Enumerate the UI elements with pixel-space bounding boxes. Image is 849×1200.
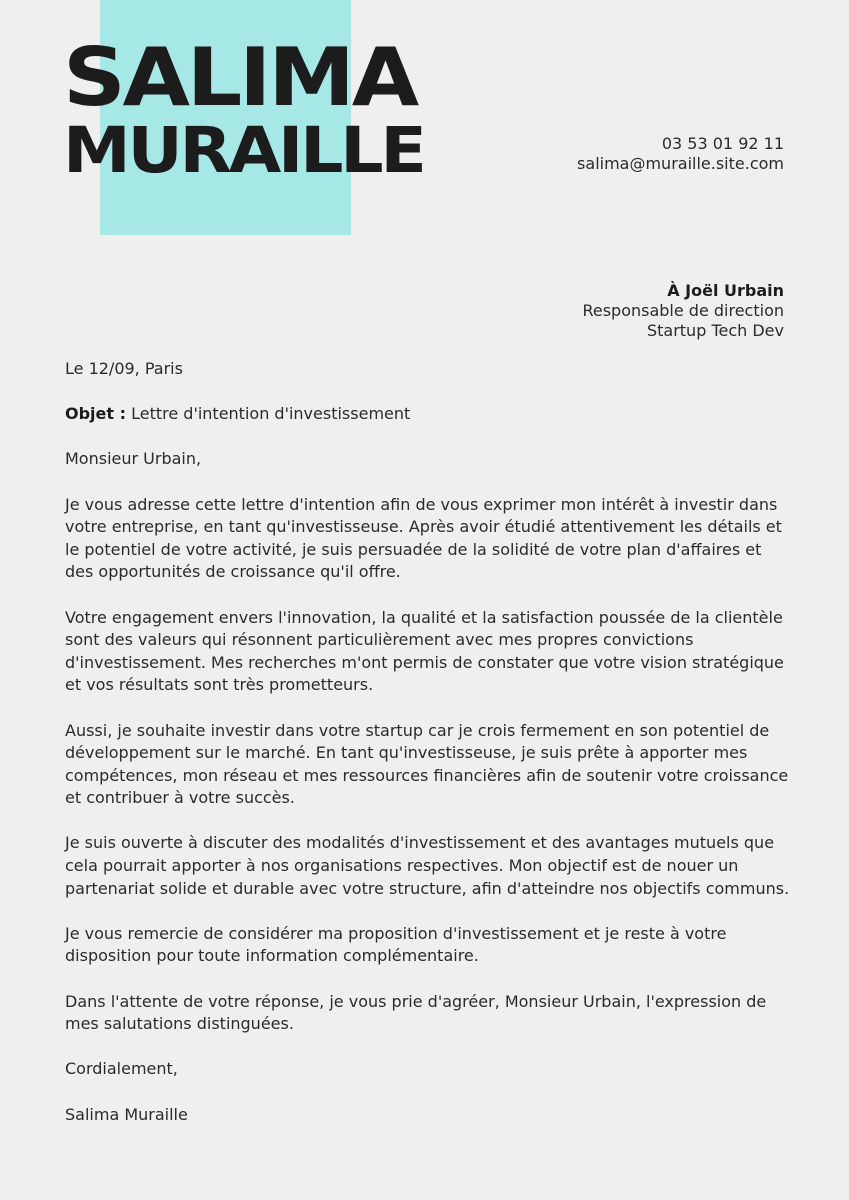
recipient-company: Startup Tech Dev — [646, 321, 784, 340]
closing: Cordialement, — [65, 1059, 178, 1079]
recipient-name: À Joël Urbain — [667, 281, 784, 300]
recipient-title: Responsable de direction — [582, 301, 784, 320]
contact-email[interactable]: salima@muraille.site.com — [577, 154, 784, 173]
sender-first-name: SALIMA — [63, 31, 416, 124]
sender-last-name: MURAILLE — [63, 114, 424, 187]
signature: Salima Muraille — [65, 1104, 188, 1124]
paragraph: Votre engagement envers l'innovation, la qualité et la satisfaction poussée de la clientèle sont des valeurs qui résonnent particulièrement avec mes propres convictions d'investissement. Mes recherches m'ont permis de constater que votre vision stratégique et vos résultats sont très prometteurs. — [65, 607, 784, 695]
salutation: Monsieur Urbain, — [65, 449, 202, 469]
paragraph: Dans l'attente de votre réponse, je vous prie d'agréer, Monsieur Urbain, l'expression de mes salutations distinguées. — [65, 991, 767, 1034]
contact-phone[interactable]: 03 53 01 92 11 — [661, 134, 784, 153]
paragraph: Aussi, je souhaite investir dans votre startup car je crois fermement en son potentiel de développement sur le marché. En tant qu'investisseuse, je suis prête à apporter mes compétences, mon réseau et mes ressources financières afin de soutenir votre croissance et contribuer à votre succès. — [65, 720, 789, 808]
paragraph: Je vous adresse cette lettre d'intention afin de vous exprimer mon intérêt à investir dans votre entreprise, en tant qu'investisseuse. Après avoir étudié attentivement les détails et le potentiel de votre activité, je suis persuadée de la solidité de votre plan d'affaires et des opportunités de croissance qu'il offre. — [65, 494, 782, 582]
date-place: Le 12/09, Paris — [65, 359, 183, 378]
subject-line — [65, 403, 790, 426]
letter-body — [65, 358, 790, 1149]
paragraph: Je suis ouverte à discuter des modalités d'investissement et des avantages mutuels que cela pourrait apporter à nos organisations respectives. Mon objectif est de nouer un partenariat solide et durable avec votre structure, afin d'atteindre nos objectifs communs. — [65, 833, 790, 898]
recipient-block — [582, 281, 784, 341]
contact-block — [577, 134, 784, 174]
paragraph: Je vous remercie de considérer ma proposition d'investissement et je reste à votre disposition pour toute information complémentaire. — [65, 923, 727, 966]
subject-text: Lettre d'intention d'investissement — [126, 404, 411, 424]
subject-label: Objet : — [65, 404, 127, 424]
